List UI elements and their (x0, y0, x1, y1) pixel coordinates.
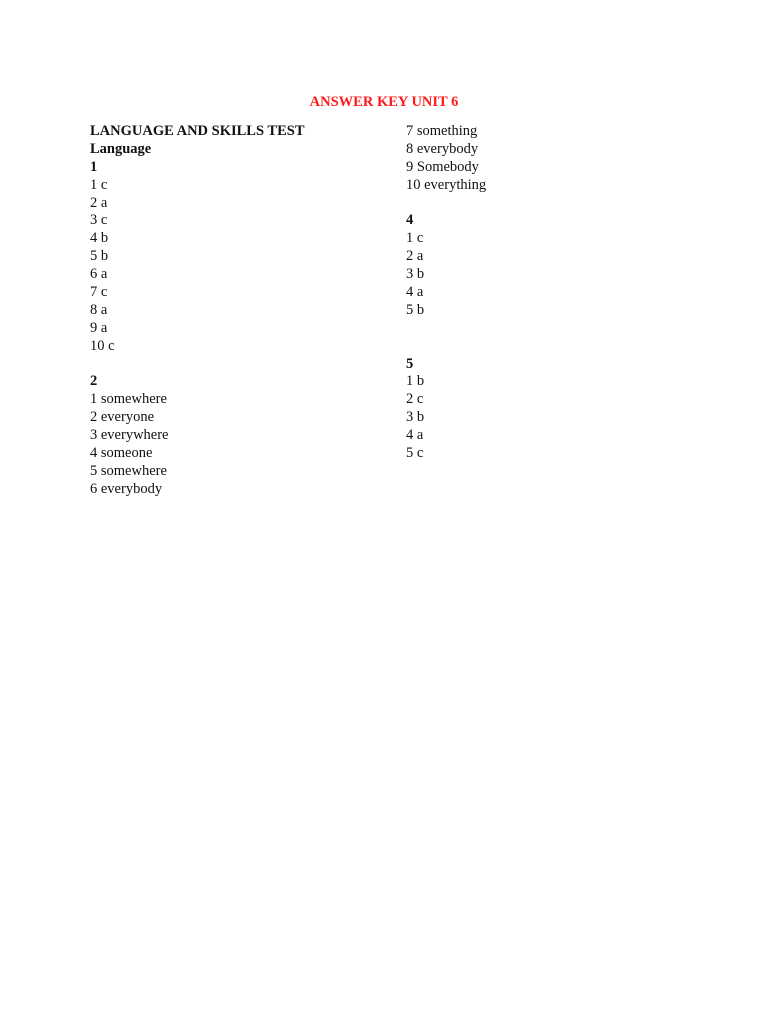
answer-list (406, 373, 706, 462)
section-subheading: Language (90, 140, 152, 157)
left-column (90, 123, 390, 499)
answer-item: 4 b (90, 230, 109, 247)
spacer (406, 195, 706, 213)
answer-item: 1 c (90, 176, 108, 193)
answer-item: 1 somewhere (90, 391, 167, 408)
answer-item: 3 everywhere (90, 427, 169, 444)
answer-list (406, 230, 706, 319)
section-number: 1 (90, 158, 98, 175)
answer-list (406, 123, 706, 195)
section-number: 5 (406, 355, 414, 372)
answer-item: 2 everyone (90, 409, 155, 426)
answer-item: 7 c (90, 284, 108, 301)
section-number: 4 (406, 212, 414, 229)
answer-item: 10 everything (406, 176, 487, 193)
answer-item: 8 a (90, 301, 108, 318)
test-heading: LANGUAGE AND SKILLS TEST (90, 123, 305, 139)
answer-item: 4 someone (90, 445, 153, 462)
answer-list (90, 177, 390, 356)
answer-item: 5 b (90, 248, 109, 265)
answer-item: 6 a (90, 266, 108, 283)
answer-item: 4 a (406, 427, 424, 444)
answer-item: 9 a (90, 319, 108, 336)
answer-item: 3 b (406, 409, 425, 426)
section-number: 2 (90, 373, 98, 390)
answer-list (90, 391, 390, 498)
right-column (406, 123, 706, 463)
answer-item: 5 somewhere (90, 462, 167, 479)
answer-item: 1 b (406, 373, 425, 390)
answer-item: 7 something (406, 123, 478, 139)
answer-item: 4 a (406, 284, 424, 301)
answer-item: 10 c (90, 337, 115, 354)
answer-item: 3 b (406, 266, 425, 283)
answer-item: 9 Somebody (406, 158, 479, 175)
answer-item: 2 a (406, 248, 424, 265)
answer-item: 6 everybody (90, 480, 163, 497)
answer-item: 5 b (406, 301, 425, 318)
spacer (406, 320, 706, 356)
answer-item: 5 c (406, 445, 424, 462)
spacer (90, 356, 390, 374)
answer-item: 2 a (90, 194, 108, 211)
answer-item: 2 c (406, 391, 424, 408)
document-title: ANSWER KEY UNIT 6 (309, 94, 459, 110)
answer-item: 3 c (90, 212, 108, 229)
answer-item: 8 everybody (406, 140, 479, 157)
answer-item: 1 c (406, 230, 424, 247)
